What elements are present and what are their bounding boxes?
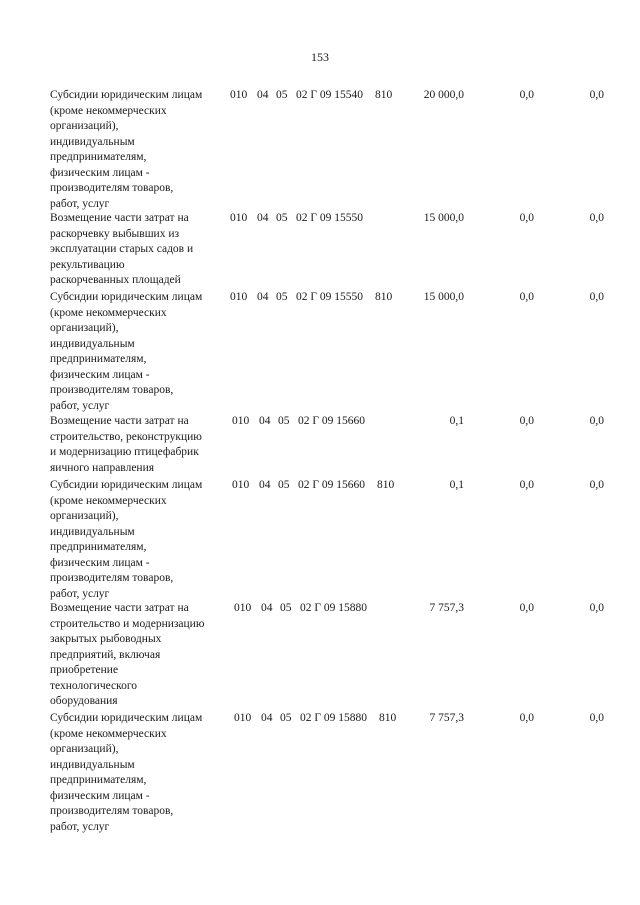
description-line: приобретение xyxy=(50,664,119,676)
description-line: физическим лицам - xyxy=(50,166,150,179)
description-line: индивидуальным xyxy=(50,758,135,771)
description-line: организаций), xyxy=(50,510,119,522)
csr-code: 02 Г 09 15550 xyxy=(296,291,364,303)
description-line: предпринимателям, xyxy=(50,151,147,163)
amount-year-2: 0,0 xyxy=(519,291,534,303)
row-description xyxy=(50,711,232,835)
amount-year-1: 15 000,0 xyxy=(423,212,464,224)
pr-code: 05 xyxy=(276,212,288,224)
description-line: строительство, реконструкцию xyxy=(50,430,202,443)
description-line: (кроме некоммерческих xyxy=(50,727,167,740)
description-line: работ, услуг xyxy=(50,197,110,210)
grbs-code: 010 xyxy=(234,712,252,724)
grbs-code: 010 xyxy=(230,212,248,224)
description-line: раскорчевку выбывших из xyxy=(50,227,180,240)
amount-year-2: 0,0 xyxy=(519,415,534,427)
description-line: физическим лицам - xyxy=(50,368,150,381)
grbs-code: 010 xyxy=(232,415,250,427)
description-line: организаций), xyxy=(50,120,119,132)
description-line: (кроме некоммерческих xyxy=(50,494,167,507)
csr-code: 02 Г 09 15880 xyxy=(300,712,368,724)
rz-code: 04 xyxy=(257,212,269,224)
description-line: и модернизацию птицефабрик xyxy=(50,446,199,458)
amount-year-1: 20 000,0 xyxy=(423,89,464,101)
rz-code: 04 xyxy=(257,291,269,303)
description-line: Субсидии юридическим лицам xyxy=(50,291,203,303)
amount-year-3: 0,0 xyxy=(589,602,604,614)
description-line: (кроме некоммерческих xyxy=(50,306,167,319)
csr-code: 02 Г 09 15660 xyxy=(298,479,366,491)
grbs-code: 010 xyxy=(230,291,248,303)
amount-year-2: 0,0 xyxy=(519,479,534,491)
row-description xyxy=(50,290,232,414)
description-line: технологического xyxy=(50,679,138,692)
row-description xyxy=(50,601,232,710)
description-line: физическим лицам - xyxy=(50,789,150,802)
rz-code: 04 xyxy=(257,89,269,101)
amount-year-3: 0,0 xyxy=(589,479,604,491)
pr-code: 05 xyxy=(278,479,290,491)
description-line: раскорчеванных площадей xyxy=(50,274,181,286)
description-line: строительство и модернизацию xyxy=(50,617,205,630)
pr-code: 05 xyxy=(276,89,288,101)
amount-year-3: 0,0 xyxy=(589,89,604,101)
rz-code: 04 xyxy=(259,415,271,427)
row-description xyxy=(50,211,232,289)
rz-code: 04 xyxy=(261,712,273,724)
description-line: предпринимателям, xyxy=(50,541,147,553)
pr-code: 05 xyxy=(280,712,292,724)
description-line: производителям товаров, xyxy=(50,572,174,584)
description-line: индивидуальным xyxy=(50,337,135,350)
csr-code: 02 Г 09 15660 xyxy=(298,415,366,427)
amount-year-1: 0,1 xyxy=(449,415,464,427)
description-line: производителям товаров, xyxy=(50,805,174,817)
description-line: индивидуальным xyxy=(50,135,135,148)
rz-code: 04 xyxy=(261,602,273,614)
row-description xyxy=(50,88,232,212)
amount-year-2: 0,0 xyxy=(519,212,534,224)
pr-code: 05 xyxy=(276,291,288,303)
amount-year-3: 0,0 xyxy=(589,291,604,303)
amount-year-3: 0,0 xyxy=(589,712,604,724)
description-line: производителям товаров, xyxy=(50,182,174,194)
description-line: предпринимателям, xyxy=(50,353,147,365)
description-line: работ, услуг xyxy=(50,587,110,600)
description-line: закрытых рыбоводных xyxy=(50,633,162,645)
row-description xyxy=(50,414,232,476)
page-number: 153 xyxy=(311,50,329,64)
description-line: Возмещение части затрат на xyxy=(50,212,189,224)
pr-code: 05 xyxy=(280,602,292,614)
description-line: Субсидии юридическим лицам xyxy=(50,712,203,724)
description-line: Субсидии юридическим лицам xyxy=(50,479,203,491)
description-line: яичного направления xyxy=(50,461,155,474)
rz-code: 04 xyxy=(259,479,271,491)
amount-year-3: 0,0 xyxy=(589,415,604,427)
description-line: Возмещение части затрат на xyxy=(50,602,189,614)
amount-year-2: 0,0 xyxy=(519,602,534,614)
description-line: предпринимателям, xyxy=(50,774,147,786)
description-line: Субсидии юридическим лицам xyxy=(50,89,203,101)
description-line: рекультивацию xyxy=(50,258,125,271)
amount-year-3: 0,0 xyxy=(589,212,604,224)
description-line: производителям товаров, xyxy=(50,384,174,396)
description-line: Возмещение части затрат на xyxy=(50,415,189,427)
csr-code: 02 Г 09 15540 xyxy=(296,89,364,101)
description-line: оборудования xyxy=(50,695,118,707)
description-line: физическим лицам - xyxy=(50,556,150,569)
vr-code: 810 xyxy=(379,712,397,724)
amount-year-1: 7 757,3 xyxy=(429,712,464,724)
description-line: эксплуатации старых садов и xyxy=(50,243,194,255)
vr-code: 810 xyxy=(375,291,393,303)
description-line: организаций), xyxy=(50,322,119,334)
amount-year-2: 0,0 xyxy=(519,712,534,724)
grbs-code: 010 xyxy=(234,602,252,614)
row-description xyxy=(50,478,232,602)
csr-code: 02 Г 09 15880 xyxy=(300,602,368,614)
vr-code: 810 xyxy=(377,479,395,491)
amount-year-1: 7 757,3 xyxy=(429,602,464,614)
grbs-code: 010 xyxy=(230,89,248,101)
amount-year-1: 0,1 xyxy=(449,479,464,491)
amount-year-2: 0,0 xyxy=(519,89,534,101)
amount-year-1: 15 000,0 xyxy=(423,291,464,303)
description-line: (кроме некоммерческих xyxy=(50,104,167,117)
description-line: работ, услуг xyxy=(50,399,110,412)
description-line: индивидуальным xyxy=(50,525,135,538)
pr-code: 05 xyxy=(278,415,290,427)
grbs-code: 010 xyxy=(232,479,250,491)
vr-code: 810 xyxy=(375,89,393,101)
csr-code: 02 Г 09 15550 xyxy=(296,212,364,224)
description-line: организаций), xyxy=(50,743,119,755)
description-line: предприятий, включая xyxy=(50,648,161,661)
description-line: работ, услуг xyxy=(50,820,110,833)
